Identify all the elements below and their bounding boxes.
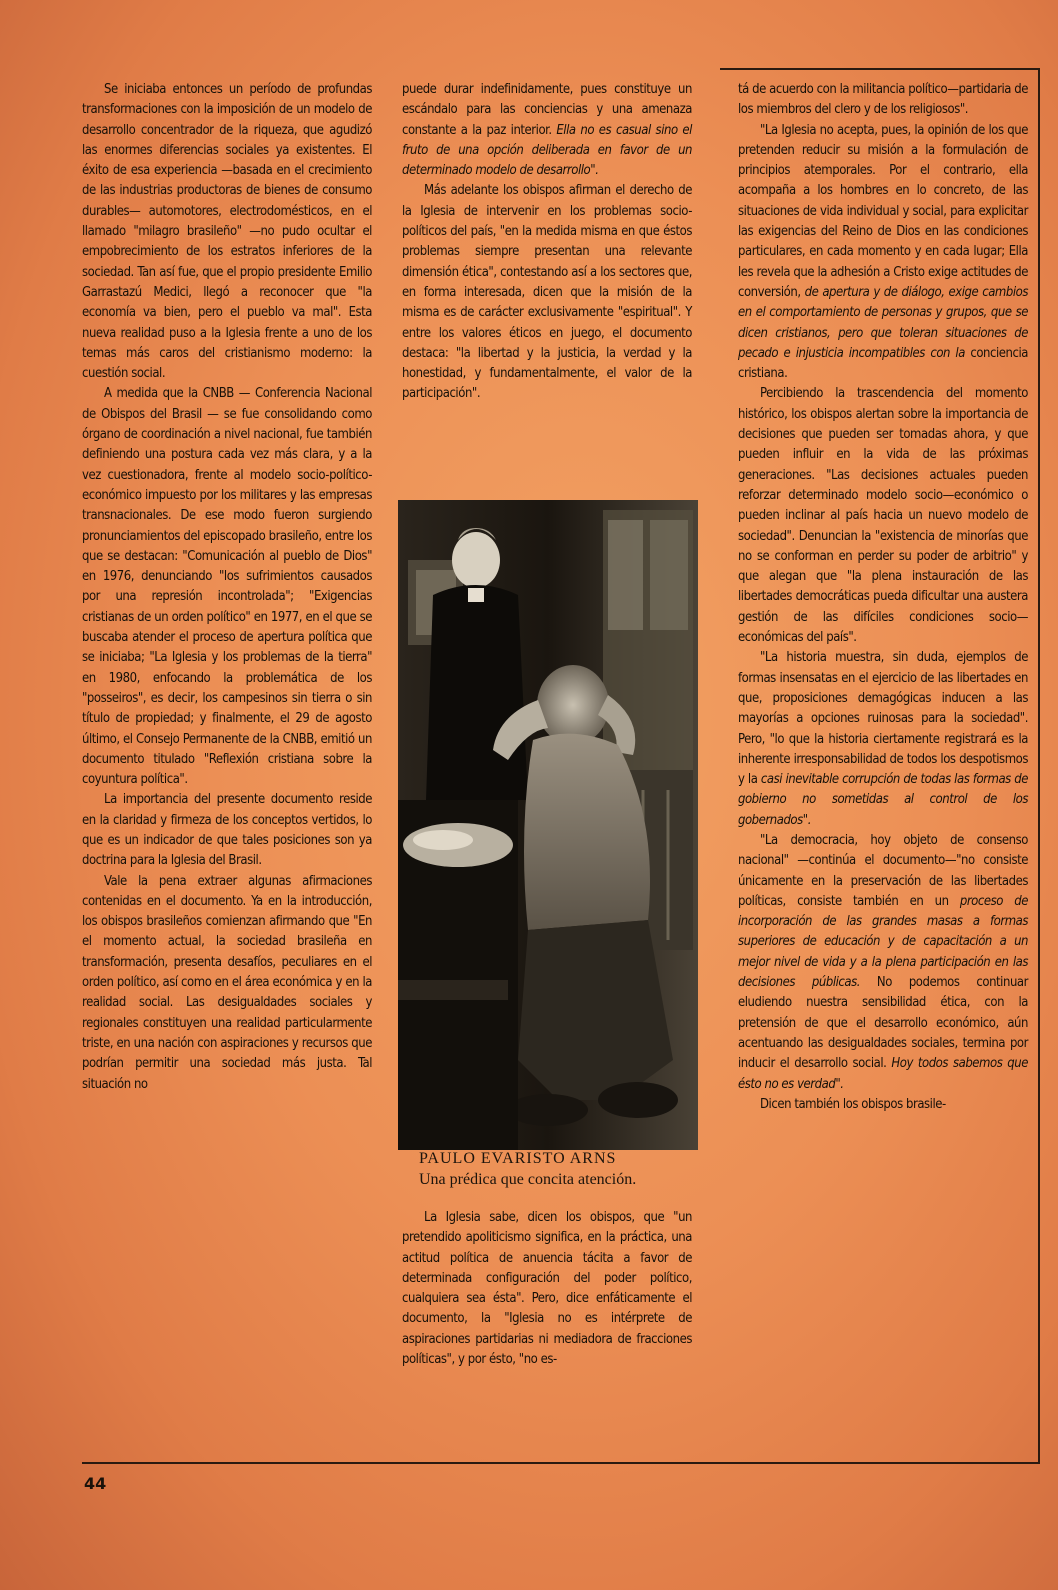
paragraph: Vale la pena extraer algunas afirmaciones contenidas en el documento. Ya en la introducción, los obispos brasileños comienzan afirmando que "En el momento actual, la sociedad brasileña en transformación, presenta desafíos, peculiares en el orden político, así como en el área económica y en la realidad social. Las desigualdades sociales y regionales constituyen una realidad particularmente triste, en una nación con aspiraciones y recursos que podrían permitir una sociedad más justa. Tal situación no [82,873,372,1092]
article-column-1 [82,80,372,1095]
paragraph: tá de acuerdo con la militancia político—partidaria de los miembros del clero y de los religiosos". [738,82,1028,118]
italic-text-run: casi inevitable corrupción de todas las formas de gobierno no sometidas al control de los gobernados". [738,772,1029,828]
paragraph [738,831,1028,1095]
article-column-3 [738,80,1028,1115]
text-run: No podemos continuar eludiendo nuestra sensibilidad ética, con la pretensión de que el desarrollo económico, aún acentuando las desigualdades sociales, termina por inducir el desarrollo social. [738,975,1028,1072]
photo-image [398,500,698,1150]
paragraph: A medida que la CNBB — Conferencia Nacional de Obispos del Brasil — se fue consolidando como órgano de coordinación a nivel nacional, fue también definiendo una postura cada vez más clara, y a la vez cuestionadora, frente al modelo socio-político-económico impuesto por los militares y las empresas transnacionales. De ese modo fueron surgiendo pronunciamientos del episcopado brasileño, entre los que se destacan: "Comunicación al pueblo de Dios" en 1976, denunciando "los sufrimientos causados por una represión incontrolada"; "Exigencias cristianas de un orden político" en 1977, en el que se buscaba atender el proceso de apertura política que se iniciaba; "La Iglesia y los problemas de la tierra" en 1980, enfocando la problemática de los "posseiros", es decir, los campesinos sin tierra o sin título de propiedad; y finalmente, el 29 de agosto último, el Consejo Permanente de la CNBB, emitió un documento titulado "Reflexión cristiana sobre la coyuntura política". [82,386,372,788]
photo-caption-subtitle: Una prédica que concita atención. [419,1171,637,1188]
text-run: puede durar indefinidamente, pues constituye un escándalo para las conciencias y una amenaza constante a la paz interior. [402,82,692,138]
italic-text-run: Hoy todos sabemos que ésto no es verdad". [738,1056,1028,1092]
paragraph: La importancia del presente documento reside en la claridad y firmeza de los conceptos vertidos, lo que es un indicador de que tales posiciones son ya doctrina para la Iglesia del Brasil. [82,792,372,869]
bottom-rule [82,1462,1040,1464]
paragraph [402,80,692,181]
paragraph [738,121,1028,385]
paragraph [738,648,1028,831]
right-rule [1038,68,1040,1463]
article-column-2 [402,80,692,405]
paragraph: La Iglesia sabe, dicen los obispos, que "un pretendido apoliticismo significa, en la práctica, una actitud política de anuencia tácita a favor de determinada configuración del poder político, cualquiera sea ésta". Pero, dice enfáticamente el documento, la "Iglesia no es intérprete de aspiraciones partidarias ni mediadora de fracciones políticas", y por ésto, "no es- [402,1210,692,1368]
photo-caption-name: PAULO EVARISTO ARNS [419,1150,617,1167]
italic-text-run: de apertura y de diálogo, exige cambios en el comportamiento de personas y grupos, que se dicen cristianos, pero que toleran situaciones de pecado e injusticia incompatibles con la [738,284,1028,361]
text-run: "La historia muestra, sin duda, ejemplos de formas insensatas en el ejercicio de las libertades en que, proposiciones demagógicas inducen a las mayorías a opciones ruinosas para la sociedad". Pero, "lo que la historia ciertamente registrará es la inherente irresponsabilidad de todos los despotismos y la [738,650,1028,788]
photo-paulo-evaristo-arns [398,500,698,1150]
italic-text-run: proceso de incorporación de las grandes masas a formas superiores de educación y de capacitación a un mejor nivel de vida y a la plena participación en las decisiones públicas. [738,893,1028,991]
paragraph: Se iniciaba entonces un período de profundas transformaciones con la imposición de un modelo de desarrollo concentrador de la riqueza, que agudizó las enormes diferencias sociales ya existentes. El éxito de esa experiencia —basada en el crecimiento de las industrias productoras de bienes de consumo durables— automotores, electrodomésticos, en el llamado "milagro brasileño" —no pudo ocultar el empobrecimiento de los estratos inferiores de la sociedad. Tan así fue, que el propio presidente Emilio Garrastazú Medici, llegó a reconocer que "la economía va bien, pero el pueblo va mal". Esta nueva realidad puso a la Iglesia frente a uno de los temas más caros del cristianismo moderno: la cuestión social. [82,82,372,382]
italic-text-run: Ella no es casual sino el fruto de una opción deliberada en favor de un determinado modelo de desarrollo". [402,122,692,179]
text-run: "La democracia, hoy objeto de consenso nacional" —continúa el documento—"no consiste únicamente en la preservación de las libertades políticas, consiste también en un [738,832,1028,909]
page-number: 44 [84,1474,107,1493]
paragraph: Dicen también los obispos brasile- [760,1096,946,1112]
paragraph: Percibiendo la trascendencia del momento histórico, los obispos alertan sobre la importancia de decisiones que pueden ser tomadas ahora, y que pueden influir en la vida de las próximas generaciones. "Las decisiones actuales pueden reforzar determinado modelo socio—económico o pueden inclinar al país hacia un nuevo modelo de sociedad". Denuncian la "existencia de minorías que no se conforman en perder su poder de arbitrio" y que alegan que "la plena instauración de las libertades democráticas pueda dificultar una austera gestión de las difíciles condiciones socio—económicas del país". [738,386,1028,646]
article-column-2-continued [402,1208,692,1370]
paragraph: Más adelante los obispos afirman el derecho de la Iglesia de intervenir en los problemas socio-políticos del país, "en la medida misma en que éstos problemas siempre presentan una relevante dimensión ética", contestando así a los sectores que, en forma interesada, dicen que la misión de la misma es de carácter exclusivamente "espiritual". Y entre los valores éticos en juego, el documento destaca: "la libertad y la justicia, la verdad y la honestidad, y fundamentalmente, el valor de la participación". [402,183,692,402]
top-rule [720,68,1040,70]
text-run: conciencia cristiana. [738,345,1028,382]
text-run: "La Iglesia no acepta, pues, la opinión de los que pretenden reducir su misión a la formulación de principios atemporales. Por el contrario, ella acompaña a los hombres en lo concreto, de las situaciones de vida individual y social, para explicitar las exigencias del Reino de Dios en las condiciones particulares, en cada momento y en cada lugar; Ella les revela que la adhesión a Cristo exige actitudes de conversión, [738,122,1028,300]
